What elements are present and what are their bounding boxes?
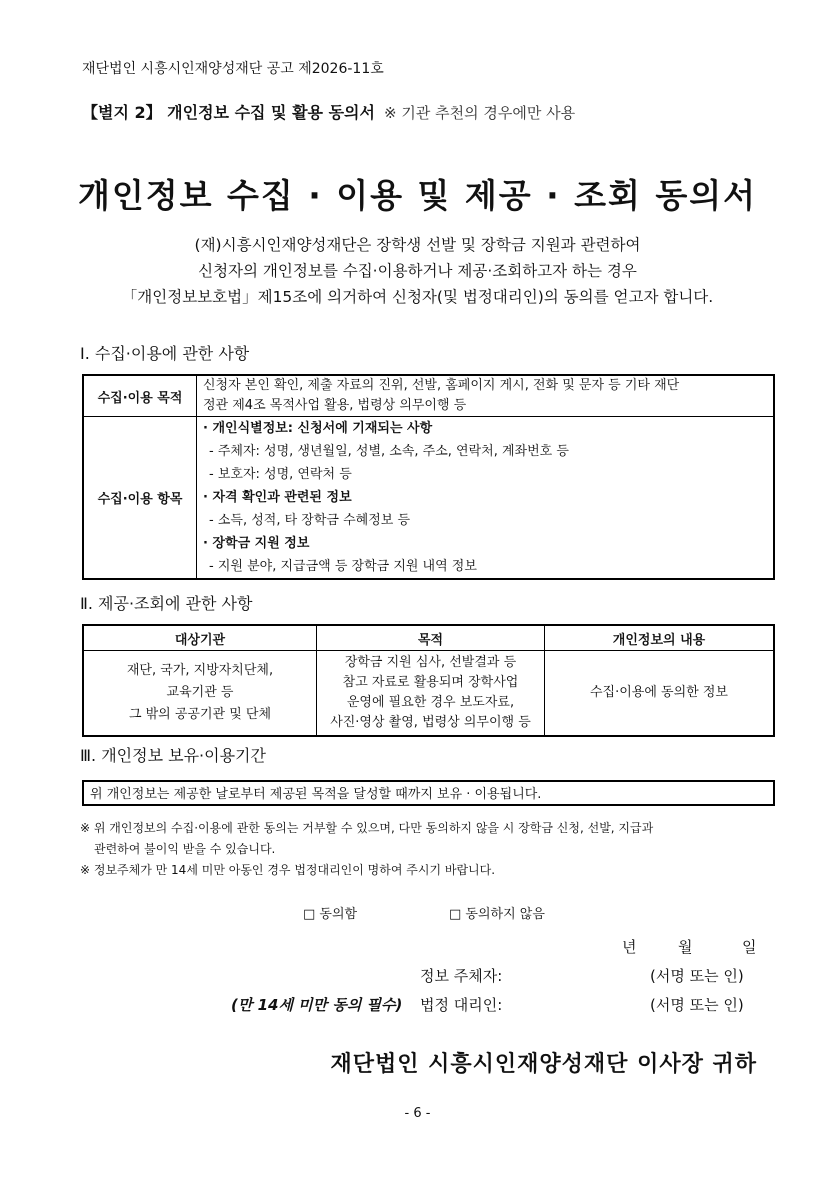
- items-label: 수집·이용 항목: [83, 417, 197, 580]
- agency-line: 교육기관 등: [166, 685, 234, 700]
- collection-table: [82, 374, 775, 580]
- addressee: 재단법인 시흥시인재양성재단 이사장 귀하: [330, 1052, 757, 1077]
- guardian-label: 법정 대리인:: [420, 996, 503, 1014]
- minor-note: (만 14세 미만 동의 필수): [231, 996, 403, 1014]
- column-header: 대상기관: [83, 625, 317, 651]
- date-day: 일: [742, 938, 757, 956]
- intro-paragraph: [0, 232, 835, 310]
- retention-box: 위 개인정보는 제공한 날로부터 제공된 목적을 달성할 때까지 보유 · 이용됩니다.: [82, 780, 775, 806]
- note-line: ※ 정보주체가 만 14세 미만 아동인 경우 법정대리인이 명하여 주시기 바랍니다.: [80, 863, 496, 877]
- intro-line: 「개인정보보호법」제15조에 의거하여 신청자(및 법정대리인)의 동의를 얻고자 합니다.: [121, 288, 714, 306]
- agency-line: 그 밖의 공공기관 및 단체: [128, 707, 272, 722]
- purpose-line: 장학금 지원 심사, 선발결과 등: [344, 655, 517, 670]
- purpose-line: 사진·영상 촬영, 법령상 의무이행 등: [330, 715, 531, 730]
- guardian-sign[interactable]: (서명 또는 인): [650, 996, 744, 1014]
- items-line: · 장학금 지원 정보: [203, 536, 310, 551]
- purpose-line: 운영에 필요한 경우 보도자료,: [346, 695, 515, 710]
- attachment-note: ※ 기관 추천의 경우에만 사용: [384, 104, 576, 122]
- content-cell: 수집·이용에 동의한 정보: [545, 651, 775, 737]
- section2-heading: Ⅱ. 제공·조회에 관한 사항: [80, 594, 253, 613]
- section1-heading: Ⅰ. 수집·이용에 관한 사항: [80, 344, 250, 363]
- notes: [80, 818, 653, 881]
- purpose-line: 참고 자료로 활용되며 장학사업: [342, 675, 519, 690]
- subject-sign[interactable]: (서명 또는 인): [650, 967, 744, 985]
- agree-checkbox[interactable]: □ 동의함: [303, 907, 358, 922]
- page-title: 개인정보 수집 · 이용 및 제공 · 조회 동의서: [77, 176, 758, 215]
- purpose-cell: [317, 651, 545, 737]
- items-line: - 보호자: 성명, 연락처 등: [209, 467, 352, 482]
- items-line: · 개인식별정보: 신청서에 기재되는 사항: [203, 421, 433, 436]
- subject-label: 정보 주체자:: [420, 967, 503, 985]
- items-line: - 지원 분야, 지급금액 등 장학금 지원 내역 정보: [209, 559, 477, 574]
- items-line: - 소득, 성적, 타 장학금 수혜정보 등: [209, 513, 411, 528]
- items-line: · 자격 확인과 관련된 정보: [203, 490, 352, 505]
- intro-line: 신청자의 개인정보를 수집·이용하거나 제공·조회하고자 하는 경우: [198, 262, 637, 280]
- intro-line: (재)시흥시인재양성재단은 장학생 선발 및 장학금 지원과 관련하여: [194, 236, 641, 254]
- table-header-row: [83, 625, 774, 651]
- attachment-title: 【별지 2】 개인정보 수집 및 활용 동의서: [82, 103, 375, 122]
- attachment-label: [82, 100, 575, 123]
- document-header: 재단법인 시흥시인재양성재단 공고 제2026-11호: [82, 61, 384, 77]
- purpose-cell: [197, 375, 775, 417]
- agency-cell: [83, 651, 317, 737]
- note-line: 관련하여 불이익 받을 수 있습니다.: [94, 842, 276, 856]
- note-line: ※ 위 개인정보의 수집·이용에 관한 동의는 거부할 수 있으며, 다만 동의하지 않을 시 장학금 신청, 선발, 지급과: [80, 821, 654, 835]
- date-month: 월: [678, 938, 693, 956]
- table-row: [83, 417, 774, 580]
- items-cell: [197, 417, 775, 580]
- column-header: 개인정보의 내용: [545, 625, 775, 651]
- date-year: 년: [622, 938, 637, 956]
- section3-heading: Ⅲ. 개인정보 보유·이용기간: [80, 746, 266, 765]
- disagree-checkbox[interactable]: □ 동의하지 않음: [449, 907, 545, 922]
- purpose-line: 정관 제4조 목적사업 활용, 법령상 의무이행 등: [203, 398, 467, 413]
- page-number: - 6 -: [404, 1106, 431, 1121]
- table-row: [83, 651, 774, 737]
- items-line: - 주체자: 성명, 생년월일, 성별, 소속, 주소, 연락처, 계좌번호 등: [209, 444, 569, 459]
- purpose-line: 신청자 본인 확인, 제출 자료의 진위, 선발, 홈페이지 게시, 전화 및 문자 등 기타 재단: [203, 378, 680, 393]
- purpose-label: 수집·이용 목적: [83, 375, 197, 417]
- column-header: 목적: [317, 625, 545, 651]
- table-row: [83, 375, 774, 417]
- provision-table: [82, 624, 775, 737]
- agency-line: 재단, 국가, 지방자치단체,: [126, 663, 274, 678]
